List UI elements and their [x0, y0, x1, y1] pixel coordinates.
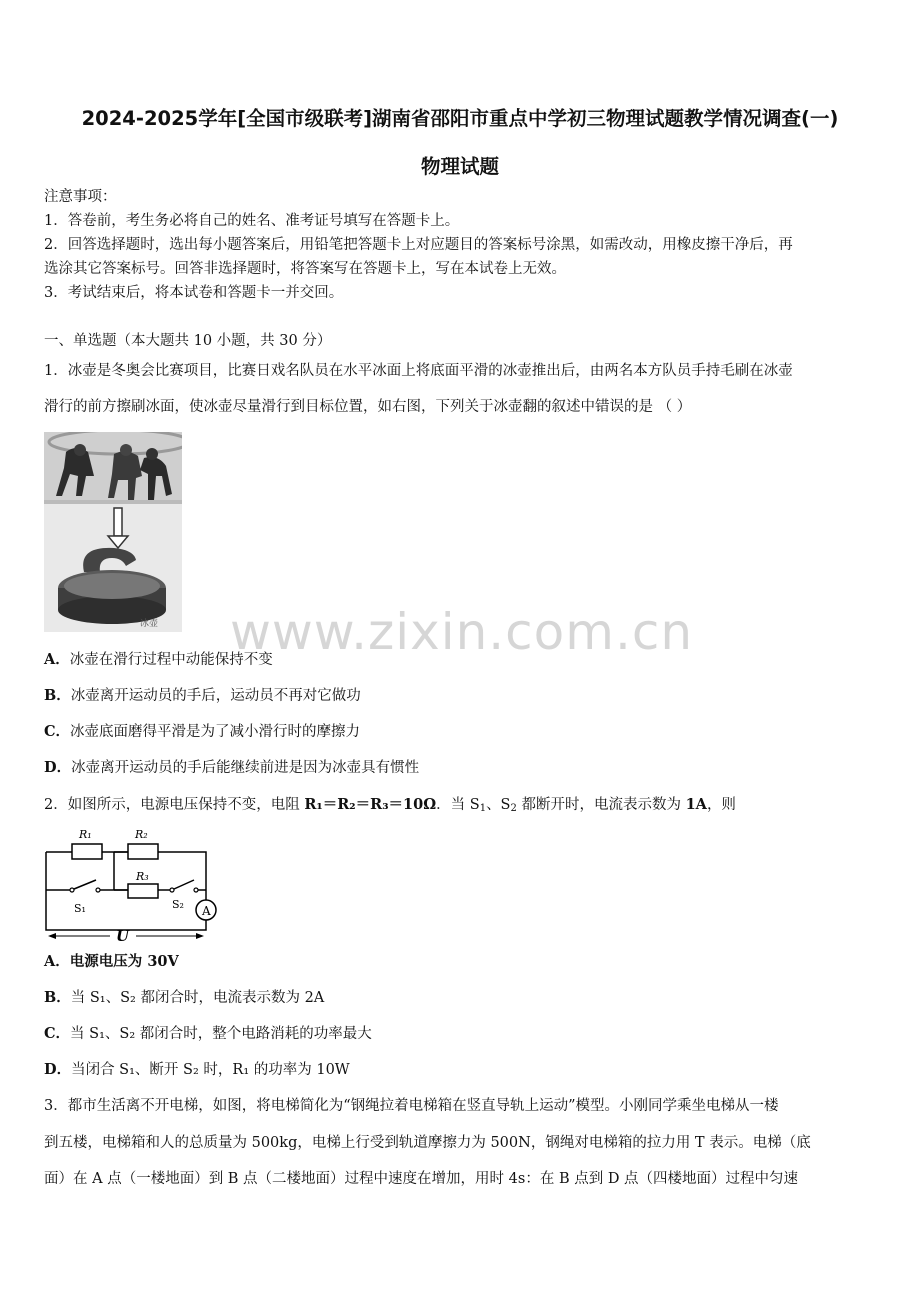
- r3-label: R₃: [136, 870, 149, 883]
- ammeter-label: A: [202, 904, 211, 918]
- question-1-stem: 1．冰壶是冬奥会比赛项目，比赛日戏名队员在水平冰面上将底面平滑的冰壶推出后，由两名本方队员手持毛刷在冰壶: [44, 363, 793, 379]
- question-1-stem-cont: 滑行的前方擦刷冰面，使冰壶尽量滑行到目标位置，如右图，下列关于冰壶翻的叙述中错误的是 （ ）: [44, 399, 692, 415]
- notice-heading: 注意事项：: [44, 189, 117, 205]
- q2-option-a[interactable]: A．电源电压为 30V: [44, 953, 179, 970]
- question-3-stem-cont: 到五楼，电梯箱和人的总质量为 500kg，电梯上行受到轨道摩擦力为 500N，钢绳对电梯箱的拉力用 T 表示。电梯（底: [44, 1135, 811, 1151]
- q1-option-c[interactable]: C．冰壶底面磨得平滑是为了减小滑行时的摩擦力: [44, 723, 361, 740]
- page-subtitle: 物理试题: [420, 155, 499, 178]
- question-2-stem: 2．如图所示，电源电压保持不变，电阻 R₁＝R₂＝R₃＝10Ω．当 $S_1$、$S_2$ 都断开时，电流表示数为 1A，则: [44, 796, 736, 814]
- notice-item: 选涂其它答案标号。回答非选择题时，将答案写在答题卡上，写在本试卷上无效。: [44, 261, 566, 277]
- question-3-stem: 3．都市生活离不开电梯，如图，将电梯简化为“钢绳拉着电梯箱在竖直导轨上运动”模型。小刚同学乘坐电梯从一楼: [44, 1098, 779, 1114]
- image-caption: 冰壶: [140, 619, 159, 629]
- page-title: 2024-2025学年[全国市级联考]湖南省邵阳市重点中学初三物理试题教学情况调查(一): [81, 107, 839, 130]
- q2-option-c[interactable]: C．当 S₁、S₂ 都闭合时，整个电路消耗的功率最大: [44, 1025, 372, 1042]
- r2-label: R₂: [135, 828, 148, 841]
- q1-option-d[interactable]: D．冰壶离开运动员的手后能继续前进是因为冰壶具有惯性: [44, 759, 420, 776]
- q1-option-b[interactable]: B．冰壶离开运动员的手后，运动员不再对它做功: [44, 687, 361, 704]
- notice-item: 2．回答选择题时，选出每小题答案后，用铅笔把答题卡上对应题目的答案标号涂黑，如需改动，用橡皮擦干净后，再: [44, 237, 793, 253]
- circuit-diagram: [42, 822, 222, 944]
- voltage-label: U: [116, 927, 130, 944]
- s1-label: S₁: [74, 902, 86, 915]
- q2-option-b[interactable]: B．当 S₁、S₂ 都闭合时，电流表示数为 2A: [44, 989, 325, 1006]
- curling-photo: [44, 432, 182, 632]
- q2-option-d[interactable]: D．当闭合 S₁、断开 S₂ 时，R₁ 的功率为 10W: [44, 1061, 350, 1078]
- watermark: www.zixin.com.cn: [230, 603, 694, 661]
- notice-item: 3．考试结束后，将本试卷和答题卡一并交回。: [44, 285, 344, 301]
- q1-option-a[interactable]: A．冰壶在滑行过程中动能保持不变: [44, 651, 273, 668]
- notice-item: 1．答卷前，考生务必将自己的姓名、准考证号填写在答题卡上。: [44, 213, 460, 229]
- section-title: 一、单选题（本大题共 10 小题，共 30 分）: [44, 333, 332, 349]
- s2-label: S₂: [172, 898, 184, 911]
- question-3-stem-cont: 面）在 A 点（一楼地面）到 B 点（二楼地面）过程中速度在增加，用时 4s：在 B 点到 D 点（四楼地面）过程中匀速: [44, 1171, 799, 1187]
- r1-label: R₁: [79, 828, 92, 841]
